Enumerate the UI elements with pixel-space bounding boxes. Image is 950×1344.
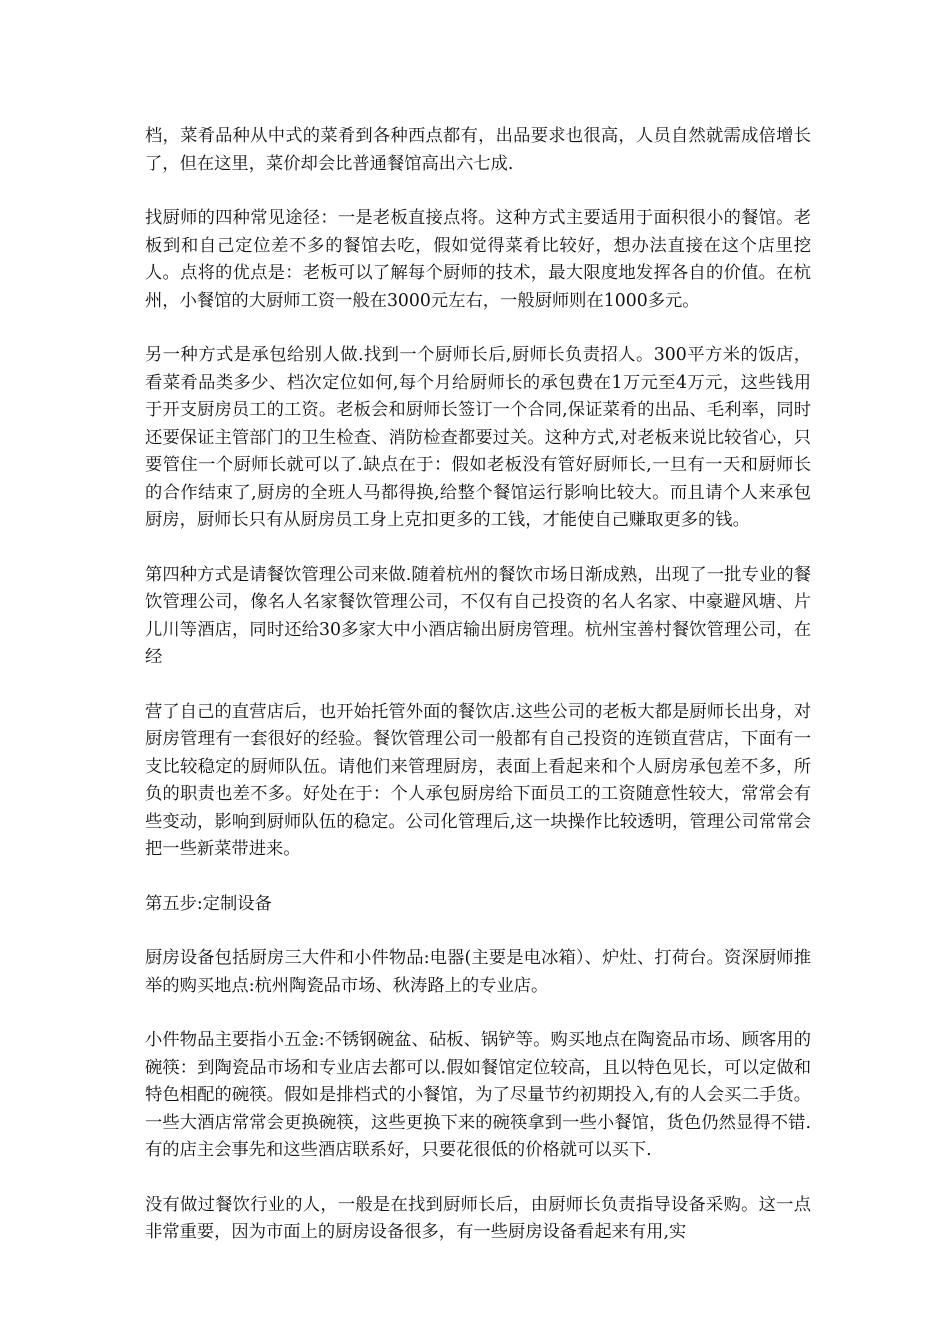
document-page <box>145 123 811 1247</box>
paragraph-small-items: 小件物品主要指小五金:不锈钢碗盆、砧板、锅铲等。购买地点在陶瓷品市场、顾客用的碗筷：到陶瓷品市场和专业店去都可以.假如餐馆定位较高，且以特色见长，可以定做和特色相配的碗筷。假如是排档式的小餐馆，为了尽量节约初期投入,有的人会买二手货。一些大酒店常常会更换碗筷，这些更换下来的碗筷拿到一些小餐馆，货色仍然显得不错.有的店主会事先和这些酒店联系好，只要花很低的价格就可以买下. <box>145 1030 811 1160</box>
paragraph-four-ways-hire-chef: 找厨师的四种常见途径：一是老板直接点将。这种方式主要适用于面积很小的餐馆。老板到和自己定位差不多的餐馆去吃，假如觉得菜肴比较好，想办法直接在这个店里挖人。点将的优点是：老板可以了解每个厨师的技术，最大限度地发挥各自的价值。在杭州，小餐馆的大厨师工资一般在3000元左右，一般厨师则在1000多元。 <box>145 208 811 311</box>
paragraph-contracting: 另一种方式是承包给别人做.找到一个厨师长后,厨师长负责招人。300平方米的饭店，看菜肴品类多少、档次定位如何,每个月给厨师长的承包费在1万元至4万元，这些钱用于开支厨房员工的工资。老板会和厨师长签订一个合同,保证菜肴的出品、毛利率，同时还要保证主管部门的卫生检查、消防检查都要过关。这种方式,对老板来说比较省心，只要管住一个厨师长就可以了.缺点在于：假如老板没有管好厨师长,一旦有一天和厨师长的合作结束了,厨房的全班人马都得换,给整个餐馆运行影响比较大。而且请个人来承包厨房，厨师长只有从厨房员工身上克扣更多的工钱，才能使自己赚取更多的钱。 <box>145 345 811 530</box>
paragraph-equipment-purchase-guidance: 没有做过餐饮行业的人，一般是在找到厨师长后，由厨师长负责指导设备采购。这一点非常重要，因为市面上的厨房设备很多，有一些厨房设备看起来有用,实 <box>145 1194 811 1242</box>
paragraph-management-company-continued: 营了自己的直营店后，也开始托管外面的餐饮店.这些公司的老板大都是厨师长出身，对厨房管理有一套很好的经验。餐饮管理公司一般都有自己投资的连锁直营店，下面有一支比较稳定的厨师队伍。请他们来管理厨房，表面上看起来和个人厨房承包差不多，所负的职责也差不多。好处在于：个人承包厨房给下面员工的工资随意性较大，常常会有些变动，影响到厨师队伍的稳定。公司化管理后,这一块操作比较透明，管理公司常常会把一些新菜带进来。 <box>145 701 811 859</box>
paragraph-dish-variety: 档，菜肴品种从中式的菜肴到各种西点都有，出品要求也很高，人员自然就需成倍增长了，但在这里，菜价却会比普通餐馆高出六七成. <box>145 126 811 174</box>
paragraph-kitchen-equipment: 厨房设备包括厨房三大件和小件物品:电器(主要是电冰箱）、炉灶、打荷台。资深厨师推举的购买地点:杭州陶瓷品市场、秋涛路上的专业店。 <box>145 948 811 996</box>
paragraph-management-company: 第四种方式是请餐饮管理公司来做.随着杭州的餐饮市场日渐成熟，出现了一批专业的餐饮管理公司，像名人名家餐饮管理公司，不仅有自己投资的名人名家、中豪避风塘、片儿川等酒店，同时还给30多家大中小酒店输出厨房管理。杭州宝善村餐饮管理公司，在经 <box>145 564 811 667</box>
section-heading-step-five: 第五步:定制设备 <box>145 893 272 914</box>
